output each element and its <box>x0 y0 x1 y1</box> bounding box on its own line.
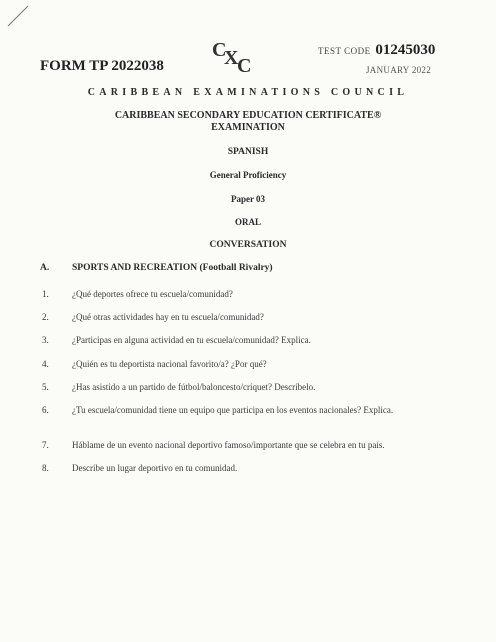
question-text: ¿Has asistido a un partido de fútbol/baloncesto/críquet? Descríbelo. <box>72 382 316 392</box>
test-code-value: 01245030 <box>375 42 436 58</box>
question-text: Describe un lugar deportivo en tu comunidad. <box>72 463 238 473</box>
question-number: 6. <box>42 405 49 415</box>
test-code <box>318 42 435 59</box>
section-letter: A. <box>40 263 50 273</box>
question-text: ¿Quién es tu deportista nacional favorito/a? ¿Por qué? <box>72 359 267 369</box>
svg-text:C: C <box>237 55 252 74</box>
exam-title-line2: EXAMINATION <box>211 122 285 133</box>
question-text: ¿Qué otras actividades hay en tu escuela/comunidad? <box>72 312 264 322</box>
exam-date: JANUARY 2022 <box>366 65 432 75</box>
form-number: FORM TP 2022038 <box>40 58 164 74</box>
paper-number: Paper 03 <box>230 194 266 204</box>
question-number: 4. <box>42 359 49 369</box>
section-title: SPORTS AND RECREATION (Football Rivalry) <box>72 263 273 273</box>
exam-title-line1: CARIBBEAN SECONDARY EDUCATION CERTIFICATE® <box>114 110 382 121</box>
council-name: CARIBBEAN EXAMINATIONS COUNCIL <box>87 87 409 98</box>
question-number: 5. <box>42 382 49 392</box>
question-number: 7. <box>42 440 49 450</box>
question-number: 8. <box>42 463 49 473</box>
pen-mark <box>6 4 30 28</box>
question-text: ¿Participas en alguna actividad en tu escuela/comunidad? Explica. <box>72 335 311 345</box>
question-number: 1. <box>42 289 49 299</box>
question-number: 2. <box>42 312 49 322</box>
cxc-logo <box>210 38 256 74</box>
proficiency-level: General Proficiency <box>209 170 287 180</box>
question-text: ¿Qué deportes ofrece tu escuela/comunidad? <box>72 289 233 299</box>
question-text: ¿Tu escuela/comunidad tiene un equipo que participa en los eventos nacionales? Explica. <box>72 405 394 415</box>
question-number: 3. <box>42 335 49 345</box>
question-text: Háblame de un evento nacional deportivo famoso/importante que se celebra en tu país. <box>72 440 385 450</box>
svg-text:X: X <box>224 47 239 69</box>
svg-text:C: C <box>212 39 227 61</box>
test-code-label: TEST CODE <box>318 46 371 56</box>
oral-heading: ORAL <box>234 217 261 227</box>
conversation-heading: CONVERSATION <box>209 240 287 250</box>
subject-title: SPANISH <box>227 147 269 157</box>
